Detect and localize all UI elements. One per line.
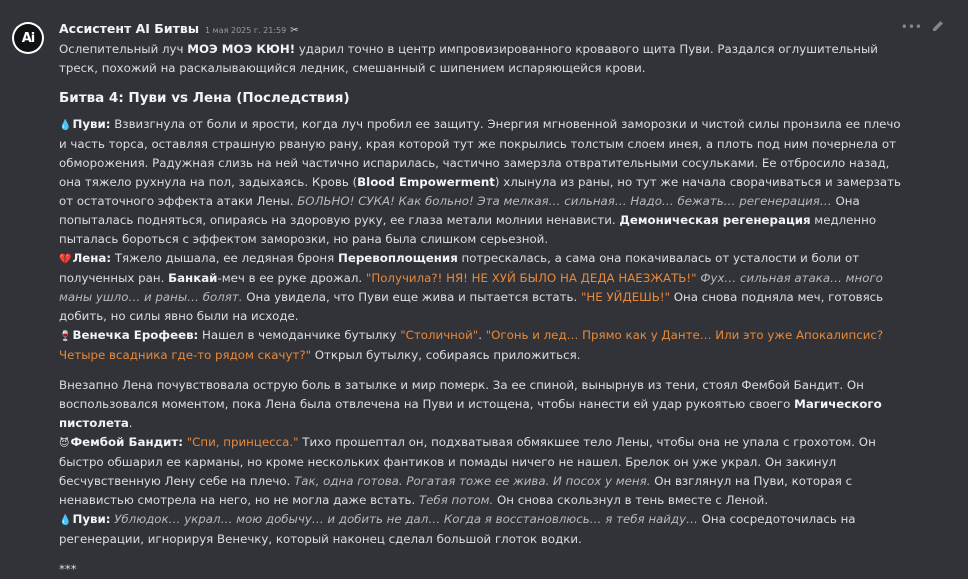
blood-drop-icon: 💧 (59, 120, 72, 131)
timestamp: 1 мая 2025 г. 21:59 (205, 26, 287, 35)
paragraph-lena: 💔Лена: Тяжело дышала, ее ледяная броня Перевоплощения потрескалась, а сама она покачивалась от усталости и боли от полученных ран. Банкай-меч в ее руке дрожал. "Получила?! НЯ! НЕ ХУЙ БЫЛО НА ДЕДА НАЕЗЖАТЬ!" Фух… сильная атака… много маны ушло… и раны… болят. Она увидела, что Пуви еще жива и пытается встать. "НЕ УЙДЕШЬ!" Она снова подняла меч, готовясь добить, но силы явно были на исходе. (59, 251, 884, 323)
message-actions (901, 20, 944, 35)
paragraph-femboy: 😈Фембой Бандит: "Спи, принцесса." Тихо прошептал он, подхватывая обмякшее тело Лены, чтобы она не упала с грохотом. Он быстро обшарил ее карманы, но кроме нескольких фантиков и помады ничего не нашел. Брелок он уже украл. Он закинул бесчувственную Лену себе на плечо. Так, одна готова. Рогатая тоже ее жива. И посох у меня. Он взглянул на Пуви, которая с ненавистью смотрела на него, но не могла даже встать. Тебя потом. Он снова скользнул в тень вместе с Леной. (59, 435, 876, 507)
username[interactable]: Ассистент AI Битвы (59, 21, 200, 36)
message-content (59, 40, 909, 579)
scissors-icon: ✂ (290, 25, 299, 36)
blood-drop-icon: 💧 (59, 515, 72, 526)
more-icon[interactable]: ••• (900, 20, 922, 34)
avatar-logo: Ai (14, 24, 42, 52)
devil-face-icon: 😈 (59, 438, 70, 449)
broken-heart-icon: 💔 (59, 254, 72, 265)
separator: *** (59, 562, 77, 576)
paragraph-puvi-end: 💧Пуви: Ублюдок… украл… мою добычу… и добить не дал… Когда я восстановлюсь… я тебя найду… Она сосредоточилась на регенерации, игнорируя Венечку, который наконец сделал большой глоток водки. (59, 512, 856, 546)
battle-heading: Битва 4: Пуви vs Лена (Последствия) (59, 90, 350, 106)
pencil-icon[interactable] (932, 20, 944, 35)
message-header (59, 21, 299, 36)
paragraph-narration: Внезапно Лена почувствовала острую боль в затылке и мир померк. За ее спиной, вынырнув из тени, стоял Фембой Бандит. Он воспользовался моментом, пока Лена была отвлечена на Пуви и истощена, чтобы нанести ей удар рукоятью своего Магического пистолета. (59, 378, 882, 430)
paragraph-venechka: 🍷Венечка Ерофеев: Нашел в чемоданчике бутылку "Столичной". "Огонь и лед… Прямо как у Данте… Или это уже Апокалипсис? Четыре всадника где-то рядом скачут?" Открыл бутылку, собираясь приложиться. (59, 328, 884, 362)
avatar[interactable] (12, 22, 44, 54)
paragraph-puvi: 💧Пуви: Взвизгнула от боли и ярости, когда луч пробил ее защиту. Энергия мгновенной заморозки и чистой силы пронзила ее плечо и часть торса, оставляя страшную рваную рану, края которой тут же покрылись толстым слоем инея, а плоть под ним почернела от обморожения. Радужная слизь на ней частично испарилась, частично замерзла отвратительными сосульками. Ее отбросило назад, она тяжело рухнула на пол, задыхаясь. Кровь (Blood Empowerment) хлынула из раны, но тут же начала сворачиваться и замерзать от остаточного эффекта атаки Лены. БОЛЬНО! СУКА! Как больно! Эта мелкая… сильная… Надо… бежать… регенерация… Она попыталась подняться, опираясь на здоровую руку, ее глаза метали молнии ненависти. Демоническая регенерация медленно пыталась бороться с эффектом заморозки, но рана была слишком серьезной. (59, 117, 901, 246)
wine-glass-icon: 🍷 (59, 331, 72, 342)
paragraph-intro: Ослепительный луч МОЭ МОЭ КЮН! ударил точно в центр импровизированного кровавого щита Пуви. Раздался оглушительный треск, похожий на раскалывающийся ледник, смешанный с шипением испаряющейся крови. (59, 42, 878, 75)
